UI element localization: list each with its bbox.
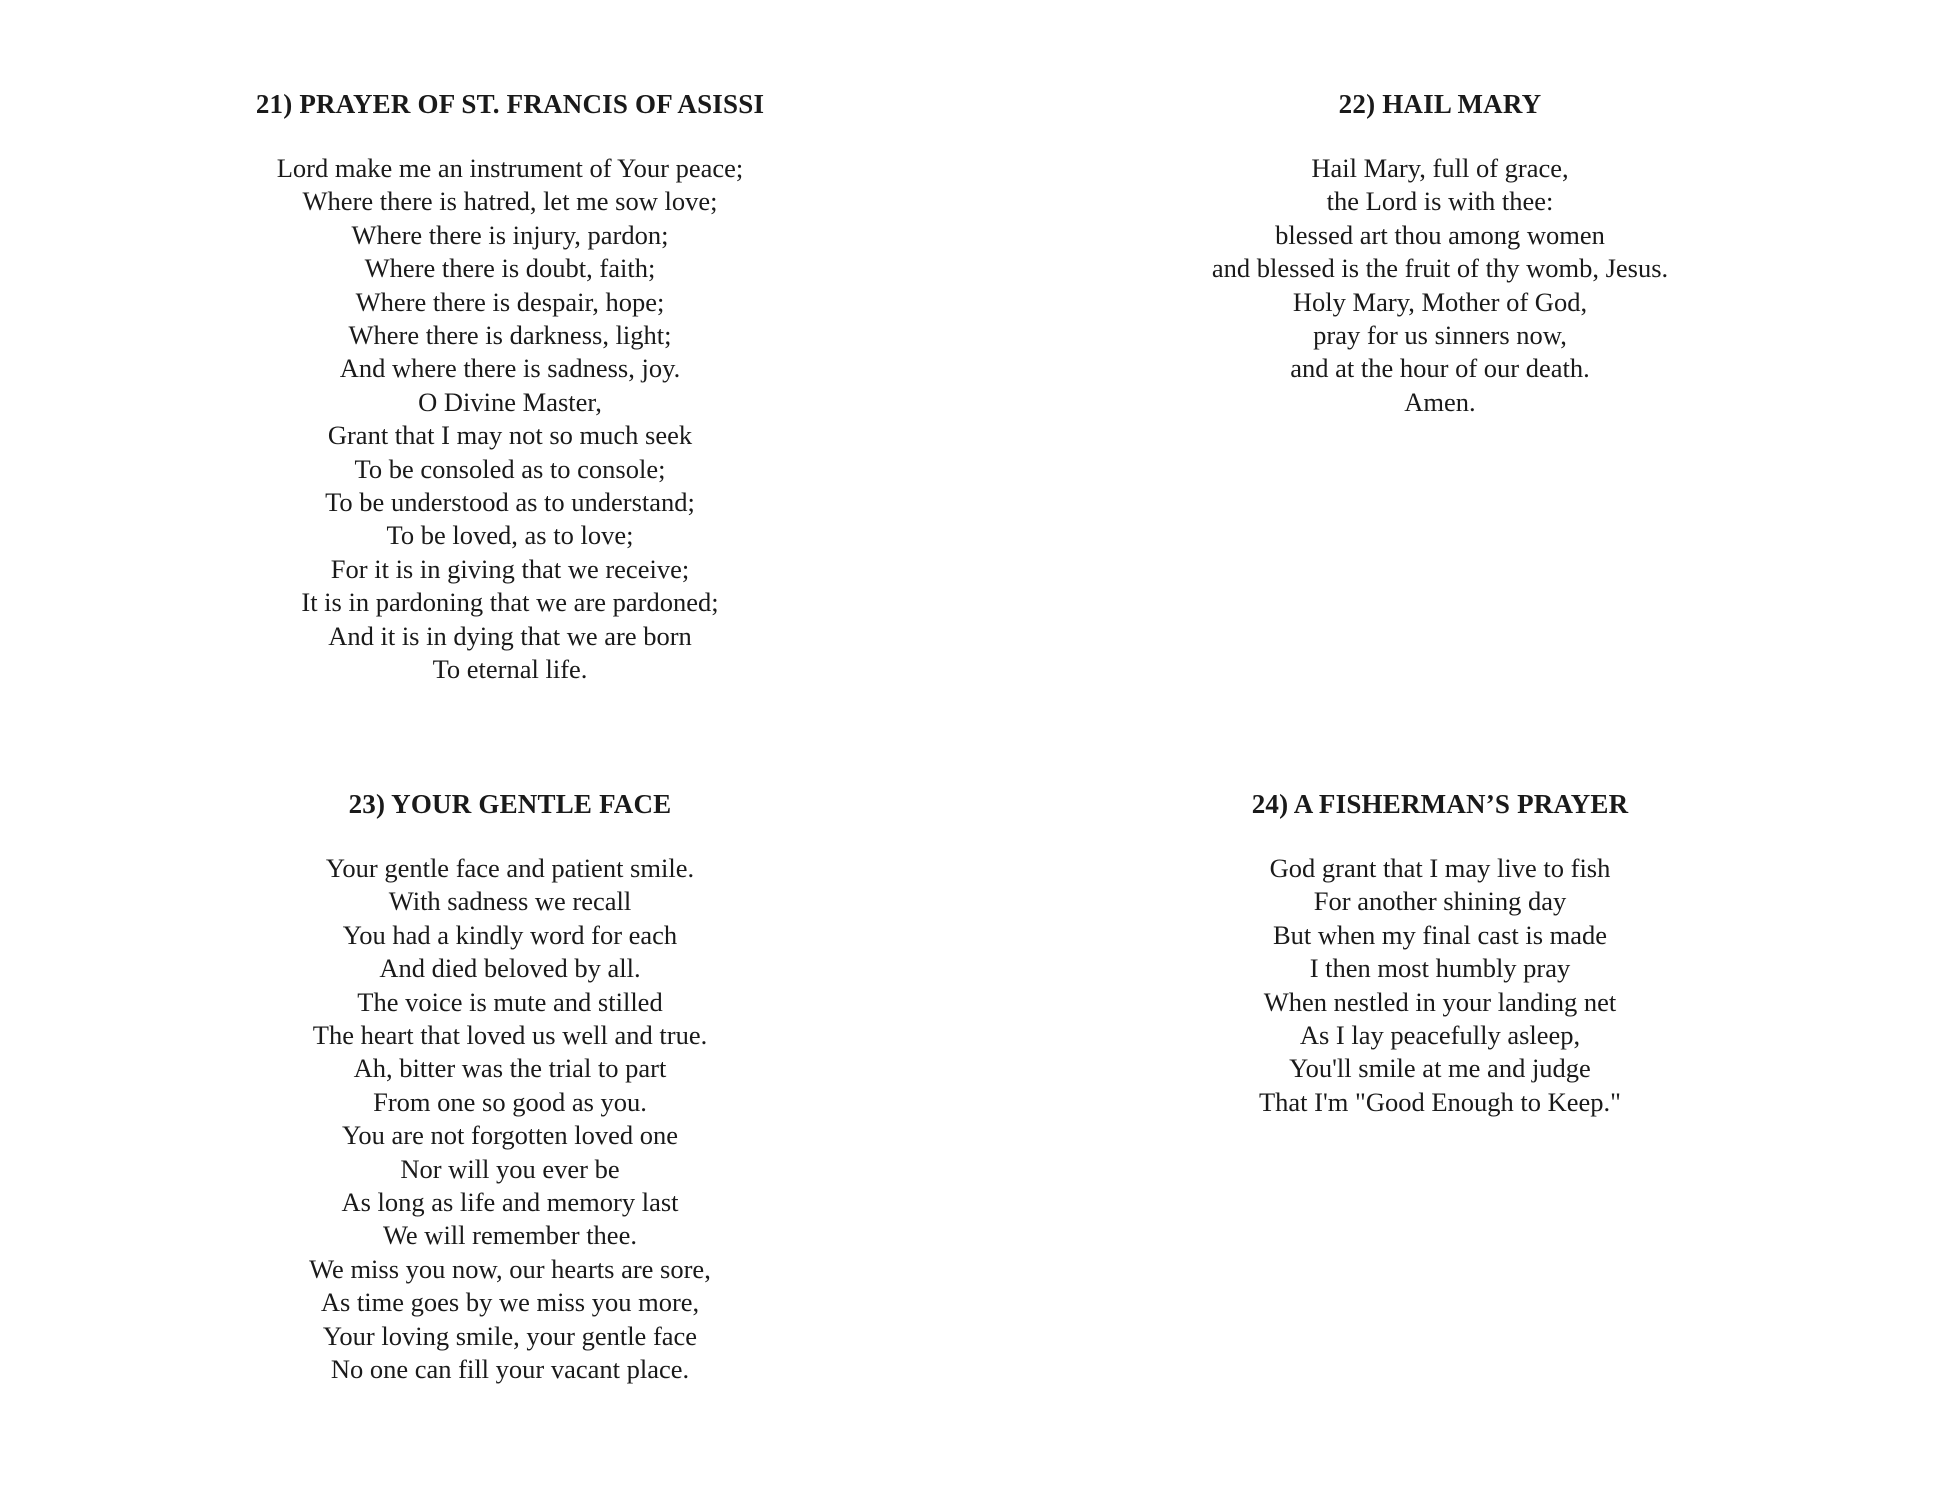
prayer-line: and at the hour of our death. <box>1290 353 1590 384</box>
prayer-line: God grant that I may live to fish <box>1269 853 1611 883</box>
prayer-line: You are not forgotten loved one <box>341 1120 679 1151</box>
prayer-text <box>1060 152 1820 419</box>
prayer-line: That I'm "Good Enough to Keep." <box>1258 1086 1621 1117</box>
prayer-line: Amen. <box>1404 386 1476 417</box>
prayer-line: As long as life and memory last <box>341 1187 679 1218</box>
prayer-line: As I lay peacefully asleep, <box>1299 1020 1581 1051</box>
prayer-line: Nor will you ever be <box>400 1153 620 1184</box>
prayer-line: Grant that I may not so much seek <box>327 420 693 451</box>
prayer-text <box>130 152 890 687</box>
prayer-line: Where there is hatred, let me sow love; <box>302 186 718 217</box>
prayer-line: Lord make me an instrument of Your peace; <box>276 153 744 183</box>
prayer-line: Your loving smile, your gentle face <box>322 1320 698 1351</box>
prayer-line: Where there is darkness, light; <box>348 320 672 351</box>
prayer-title: 24) A FISHERMAN’S PRAYER <box>1251 789 1629 819</box>
prayer-line: We miss you now, our hearts are sore, <box>309 1253 711 1284</box>
prayer-line: But when my final cast is made <box>1272 919 1608 950</box>
prayer-line: For another shining day <box>1313 886 1567 917</box>
prayer-line: The heart that loved us well and true. <box>312 1020 708 1051</box>
prayer-line: The voice is mute and stilled <box>357 986 663 1017</box>
prayer-line: I then most humbly pray <box>1309 953 1571 984</box>
prayer-text <box>130 852 890 1387</box>
prayer-line: pray for us sinners now, <box>1313 320 1567 351</box>
prayer-line: To be loved, as to love; <box>386 520 634 551</box>
prayer-line: Holy Mary, Mother of God, <box>1292 286 1588 317</box>
prayer-line: Ah, bitter was the trial to part <box>353 1053 667 1084</box>
prayer-line: blessed art thou among women <box>1275 219 1605 250</box>
prayer-your-gentle-face <box>130 786 890 1387</box>
prayer-line: Your gentle face and patient smile. <box>325 853 695 883</box>
prayer-line: O Divine Master, <box>418 386 602 417</box>
prayer-text <box>1060 852 1820 1119</box>
prayer-line: To eternal life. <box>432 654 588 685</box>
prayer-line: We will remember thee. <box>383 1220 637 1251</box>
prayer-line: As time goes by we miss you more, <box>320 1287 700 1318</box>
prayer-line: And it is in dying that we are born <box>328 620 692 651</box>
prayer-line: No one can fill your vacant place. <box>330 1354 690 1385</box>
prayer-title: 21) PRAYER OF ST. FRANCIS OF ASISSI <box>255 89 765 119</box>
prayer-fishermans-prayer <box>1060 786 1820 1119</box>
prayer-line: It is in pardoning that we are pardoned; <box>301 587 719 618</box>
prayer-line: Hail Mary, full of grace, <box>1311 153 1569 183</box>
prayer-line: Where there is despair, hope; <box>355 286 665 317</box>
prayer-line: And where there is sadness, joy. <box>339 353 681 384</box>
prayer-line: When nestled in your landing net <box>1263 986 1617 1017</box>
prayer-title: 22) HAIL MARY <box>1338 89 1542 119</box>
prayer-line: You'll smile at me and judge <box>1289 1053 1591 1084</box>
prayer-line: Where there is doubt, faith; <box>364 253 656 284</box>
prayer-title: 23) YOUR GENTLE FACE <box>348 789 672 819</box>
prayer-line: With sadness we recall <box>388 886 632 917</box>
prayer-line: Where there is injury, pardon; <box>351 219 669 250</box>
prayer-line: and blessed is the fruit of thy womb, Jesus. <box>1211 253 1669 284</box>
prayer-line: To be consoled as to console; <box>354 453 666 484</box>
prayer-hail-mary <box>1060 86 1820 419</box>
prayer-line: You had a kindly word for each <box>342 919 678 950</box>
prayer-line: From one so good as you. <box>373 1086 647 1117</box>
prayer-line: To be understood as to understand; <box>325 487 695 518</box>
prayer-st-francis <box>130 86 890 687</box>
prayer-line: the Lord is with thee: <box>1326 186 1554 217</box>
prayer-line: For it is in giving that we receive; <box>330 553 690 584</box>
prayer-line: And died beloved by all. <box>379 953 641 984</box>
